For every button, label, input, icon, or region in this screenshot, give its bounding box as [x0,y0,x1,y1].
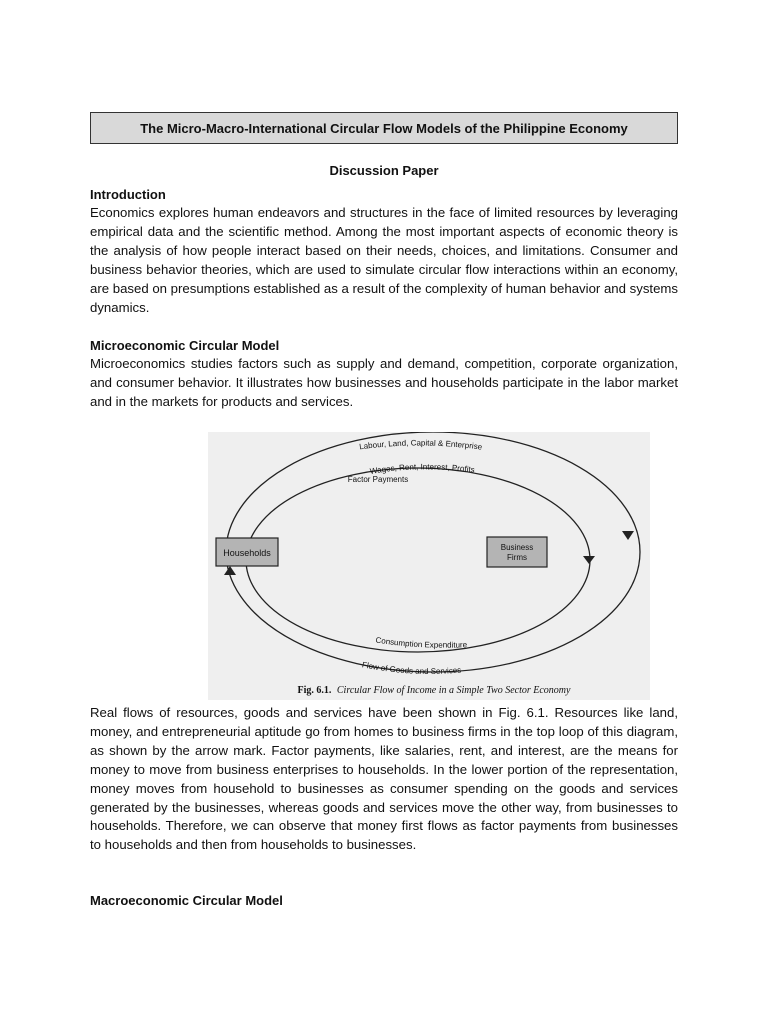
bottom-outer-label: Flow of Goods and Services [361,660,462,676]
document-title-box [90,112,678,144]
document-title: The Micro-Macro-International Circular Flow Models of the Philippine Economy [140,120,628,136]
top-inner-label-2: Factor Payments [347,475,409,484]
figure-caption-text: Circular Flow of Income in a Simple Two Sector Economy [336,685,571,696]
section-heading-microeconomic: Microeconomic Circular Model [90,338,280,353]
figure-caption [298,685,572,696]
arrow-head-inner-right [583,556,595,564]
section-body-microeconomic: Microeconomics studies factors such as supply and demand, competition, corporate organization, and consumer behavior. It illustrates how businesses and households participate in the labor market and in the markets for products and services. [90,356,678,409]
households-label: Households [223,548,271,558]
document-subtitle: Discussion Paper [329,163,439,178]
section-heading-macroeconomic: Macroeconomic Circular Model [90,893,283,908]
top-inner-label-1: Wages, Rent, Interest, Profits [369,462,476,476]
figure-caption-prefix: Fig. 6.1. [297,685,332,696]
figure-discussion-paragraph: Real flows of resources, goods and services have been shown in Fig. 6.1. Resources like land, money, and entrepreneurial aptitude go from homes to business firms in the top loop of this diagram, as shown by the arrow mark. Factor payments, like salaries, rent, and interest, are the means for money to move from business enterprises to households. In the lower portion of the representation, money moves from household to businesses as consumer spending on the goods and services generated by the businesses, whereas goods and services move the other way, from businesses to households. Therefore, we can observe that money first flows as factor payments from businesses to households and then from households to businesses. [90,705,678,853]
circular-flow-figure [208,432,650,700]
section-body-introduction: Economics explores human endeavors and structures in the face of limited resources by leveraging empirical data and the scientific method. Among the most important aspects of economic theory is the analysis of how people interact based on their needs, choices, and limitations. Consumer and business behavior theories, which are used to simulate circular flow interactions within an economy, are based on presumptions established as a result of the complexity of human behavior and systems dynamics. [90,205,678,315]
bottom-inner-label: Consumption Expenditure [374,635,468,650]
business-firms-label-line-2: Firms [507,553,527,562]
section-heading-introduction: Introduction [90,187,166,202]
business-firms-box [487,537,547,567]
arrow-head-right [622,531,634,540]
business-firms-label-line-1: Business [500,543,534,552]
top-outer-label: Labour, Land, Capital & Enterprise [358,438,483,452]
arrow-head-left [224,566,236,575]
circular-flow-diagram [208,432,650,700]
